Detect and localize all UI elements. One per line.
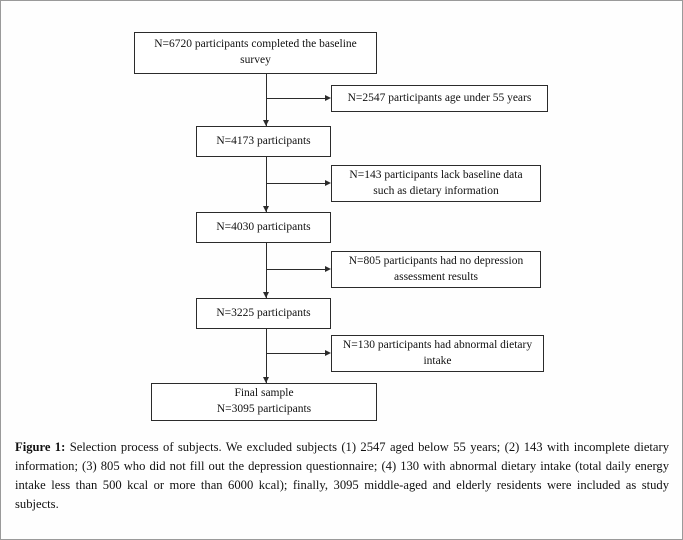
exclusion-node-no-depression-assessment — [331, 251, 541, 288]
connector-n1-e1 — [266, 98, 329, 99]
exclusion-node-abnormal-dietary-intake-line1: N=130 participants had abnormal dietary — [342, 338, 533, 351]
connector-n4-e4 — [266, 353, 329, 354]
connector-n1-n2 — [266, 74, 267, 126]
figure-caption-text: Selection process of subjects. We excluded subjects (1) 2547 aged below 55 years; (2) 143 with incomplete dietary information; (3) 805 who did not fill out the depression questionnaire; (4) 130 with abnormal dietary intake (total daily energy intake less than 500 kcal or more than 6000 kcal); finally, 3095 middle-aged and elderly residents were included as study subjects. — [15, 440, 669, 511]
exclusion-node-lack-baseline-data-line2: such as dietary information — [373, 184, 499, 197]
flow-node-4030 — [196, 212, 331, 243]
exclusion-node-lack-baseline-data — [331, 165, 541, 202]
flow-node-final-sample-line2: N=3095 participants — [216, 403, 312, 415]
flow-node-baseline-survey-line2: survey — [240, 54, 271, 66]
connector-n4-n5 — [266, 329, 267, 383]
flowchart — [1, 1, 682, 433]
connector-n3-n4 — [266, 243, 267, 298]
exclusion-node-age-under-55-line1: N=2547 participants age under 55 years — [347, 91, 532, 104]
exclusion-node-no-depression-assessment-line2: assessment results — [393, 270, 478, 283]
figure-caption — [15, 438, 669, 514]
flow-node-4173 — [196, 126, 331, 157]
exclusion-node-abnormal-dietary-intake — [331, 335, 544, 372]
exclusion-node-age-under-55 — [331, 85, 548, 112]
flow-node-final-sample — [151, 383, 377, 421]
connector-n2-n3 — [266, 157, 267, 212]
flow-node-3225-label: N=3225 participants — [216, 306, 311, 319]
flow-node-4030-label: N=4030 participants — [216, 220, 311, 233]
figure-caption-label: Figure 1: — [15, 440, 66, 454]
connector-n2-e2 — [266, 183, 329, 184]
exclusion-node-abnormal-dietary-intake-line2: intake — [423, 354, 452, 367]
flow-node-baseline-survey-line1: N=6720 participants completed the baseline — [154, 38, 357, 51]
flow-node-3225 — [196, 298, 331, 329]
flow-node-4173-label: N=4173 participants — [216, 134, 311, 147]
flow-node-final-sample-line1: Final sample — [234, 387, 294, 400]
exclusion-node-lack-baseline-data-line1: N=143 participants lack baseline data — [349, 168, 523, 181]
flow-node-baseline-survey — [134, 32, 377, 74]
exclusion-node-no-depression-assessment-line1: N=805 participants had no depression — [348, 254, 524, 267]
connector-n3-e3 — [266, 269, 329, 270]
